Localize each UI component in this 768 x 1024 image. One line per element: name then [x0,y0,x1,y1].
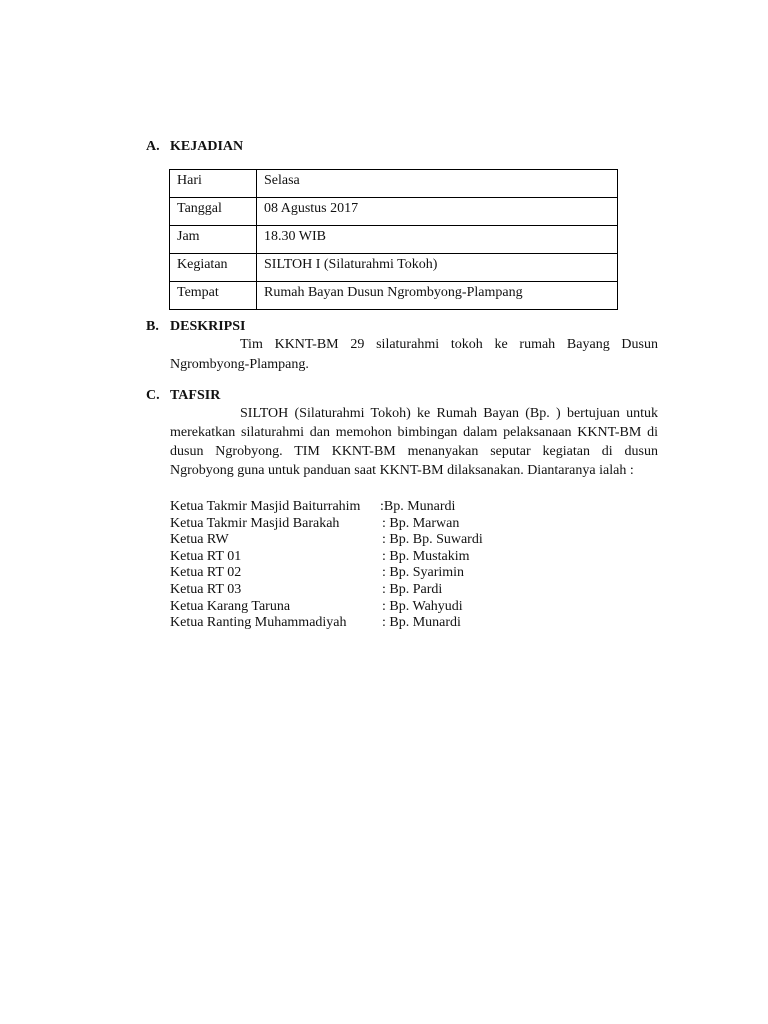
table-label: Kegiatan [170,254,257,282]
table-label: Hari [170,170,257,198]
section-b-heading [146,318,245,335]
list-item [170,581,490,598]
official-name: : Bp. Marwan [382,515,460,531]
event-table [169,169,618,310]
section-c-heading [146,387,220,404]
list-item [170,564,490,581]
official-role: Ketua Takmir Masjid Barakah [170,515,340,531]
official-name: : Bp. Syarimin [382,565,465,581]
description-paragraph [170,335,658,375]
official-name: : Bp. Wahyudi [382,598,463,614]
list-item [170,598,490,615]
section-c-title: TAFSIR [170,388,221,403]
official-role: Ketua Ranting Muhammadiyah [170,615,347,631]
section-a-letter: A. [146,139,160,154]
official-name: : Bp. Munardi [382,615,461,631]
table-label: Tempat [170,282,257,310]
table-value: 18.30 WIB [257,226,618,254]
description-text: Tim KKNT-BM 29 silaturahmi tokoh ke rumah Bayang Dusun Ngrombyong-Plampang. [170,337,658,372]
official-role: Ketua Karang Taruna [170,598,291,614]
official-role: Ketua Takmir Masjid Baiturrahim [170,499,361,514]
official-role: Ketua RT 01 [170,548,242,564]
table-row [170,198,618,226]
officials-list [170,498,490,631]
official-name: :Bp. Munardi [380,499,456,514]
list-item [170,498,490,515]
table-value: SILTOH I (Silaturahmi Tokoh) [257,254,618,282]
table-value: Selasa [257,170,618,198]
section-b-title: DESKRIPSI [170,319,246,334]
table-label: Jam [170,226,257,254]
official-role: Ketua RT 02 [170,565,242,581]
tafsir-paragraph [170,404,658,480]
official-name: : Bp. Pardi [382,581,443,597]
table-row [170,226,618,254]
list-item [170,548,490,565]
list-item [170,531,490,548]
official-role: Ketua RW [170,532,229,548]
list-item [170,515,490,532]
official-name: : Bp. Mustakim [382,548,470,564]
table-value: 08 Agustus 2017 [257,198,618,226]
table-row [170,254,618,282]
tafsir-text: SILTOH (Silaturahmi Tokoh) ke Rumah Bayan (Bp. ) bertujuan untuk merekatkan silaturahmi dan memohon bimbingan dalam pelaksanaan KKNT-BM di dusun Ngrobyong. TIM KKNT-BM menanyakan seputar kegiatan di dusun Ngrobyong guna untuk panduan saat KKNT-BM dilaksanakan. Diantaranya ialah : [170,406,658,478]
official-role: Ketua RT 03 [170,581,242,597]
section-a-title: KEJADIAN [170,139,244,154]
table-row [170,282,618,310]
official-name: : Bp. Bp. Suwardi [382,532,483,548]
list-item [170,614,490,631]
section-a-heading [146,138,243,155]
table-label: Tanggal [170,198,257,226]
section-c-letter: C. [146,388,160,403]
table-value: Rumah Bayan Dusun Ngrombyong-Plampang [257,282,618,310]
table-row [170,170,618,198]
section-b-letter: B. [146,319,159,334]
